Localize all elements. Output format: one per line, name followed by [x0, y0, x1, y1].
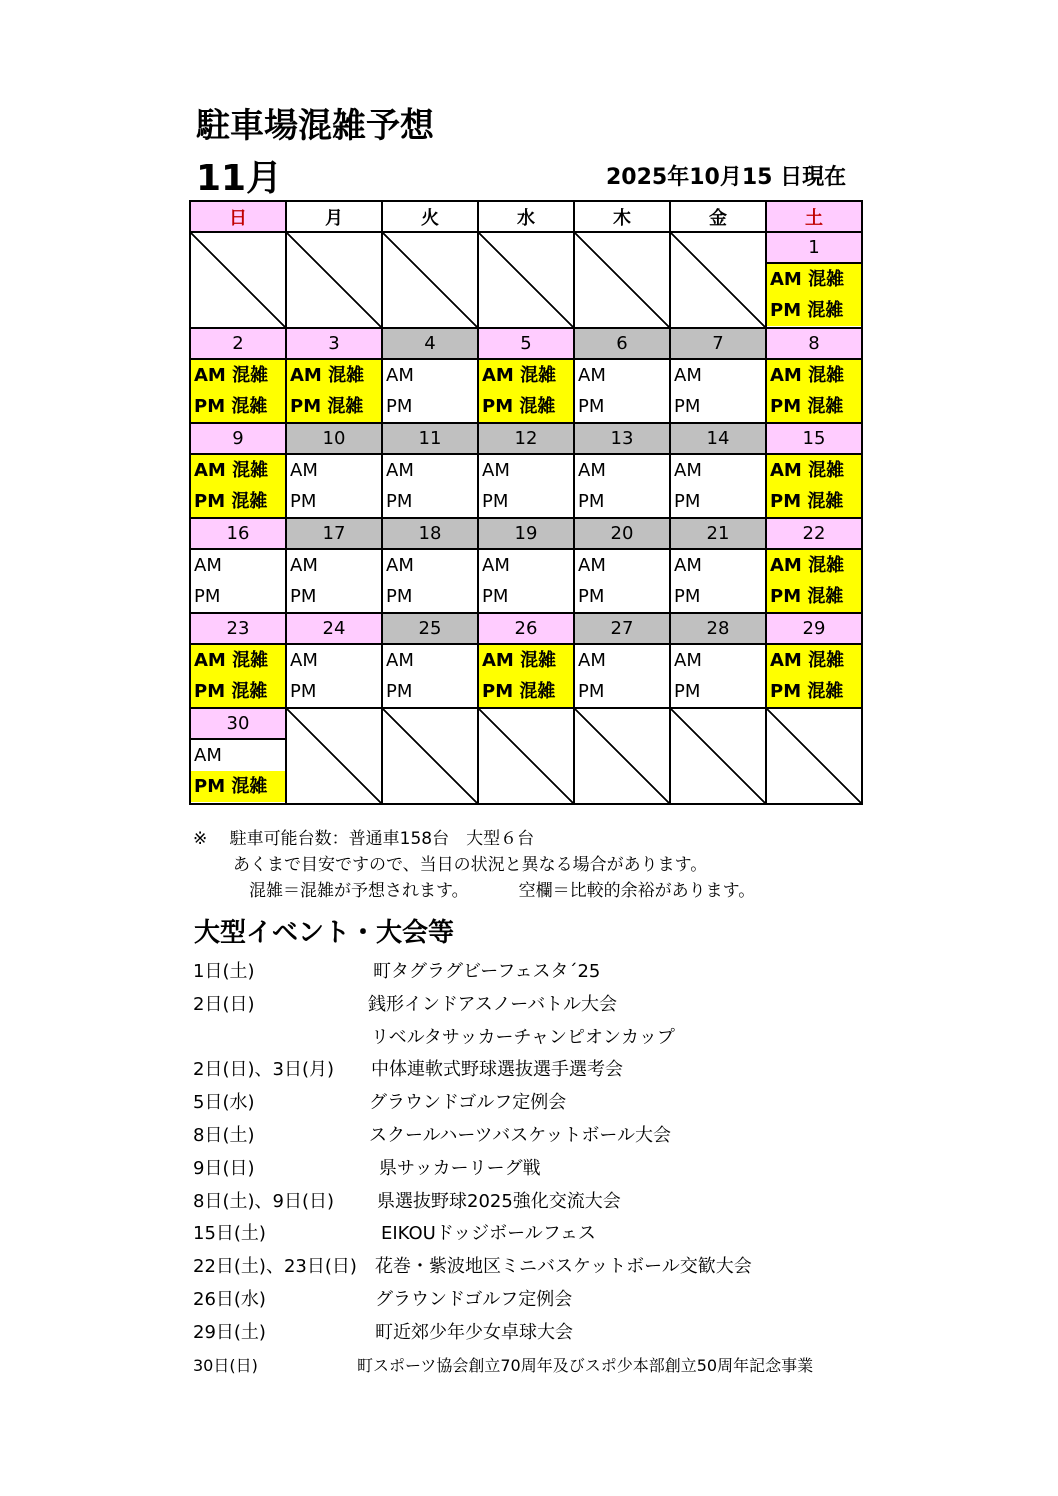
empty-day-cell	[670, 708, 766, 804]
empty-day-cell	[286, 232, 382, 328]
notes	[193, 826, 755, 904]
pm-status: PM 混雑	[767, 391, 861, 422]
day-status-cell	[190, 454, 286, 518]
am-status: AM 混雑	[767, 264, 861, 295]
empty-day-cell	[478, 708, 574, 804]
note-legend-busy: 混雑＝混雑が予想されます。	[249, 881, 469, 901]
day-status-cell	[574, 549, 670, 613]
weekday-header: 土	[766, 201, 862, 232]
event-name: 町近郊少年少女卓球大会	[375, 1321, 573, 1343]
am-status: AM	[575, 550, 669, 581]
pm-status: PM 混雑	[191, 391, 285, 422]
pm-status: PM	[287, 581, 381, 612]
day-number: 28	[670, 613, 766, 644]
day-number: 14	[670, 423, 766, 454]
am-status: AM	[287, 645, 381, 676]
event-name: リベルタサッカーチャンピオンカップ	[371, 1026, 675, 1048]
day-status-cell	[766, 454, 862, 518]
am-status: AM 混雑	[767, 550, 861, 581]
event-date: 2日(日)	[193, 993, 255, 1015]
empty-day-cell	[190, 232, 286, 328]
am-status: AM 混雑	[287, 360, 381, 391]
pm-status: PM	[575, 581, 669, 612]
day-status-cell	[670, 454, 766, 518]
am-status: AM	[671, 550, 765, 581]
am-status: AM	[479, 550, 573, 581]
event-name: グラウンドゴルフ定例会	[375, 1288, 573, 1310]
event-name: 花巻・紫波地区ミニバスケットボール交歓大会	[375, 1256, 752, 1278]
day-status-cell	[286, 549, 382, 613]
day-status-cell	[190, 739, 286, 804]
weekday-header: 金	[670, 201, 766, 232]
pm-status: PM	[671, 581, 765, 612]
page-title: 駐車場混雑予想	[196, 106, 434, 146]
day-number: 10	[286, 423, 382, 454]
am-status: AM	[671, 360, 765, 391]
day-number: 13	[574, 423, 670, 454]
empty-day-cell	[574, 708, 670, 804]
day-number: 24	[286, 613, 382, 644]
event-name: 町スポーツ協会創立70周年及びスポ少本部創立50周年記念事業	[357, 1355, 814, 1375]
event-date: 30日(日)	[193, 1355, 258, 1375]
pm-status: PM	[383, 581, 477, 612]
day-status-cell	[766, 263, 862, 328]
note-disclaimer: あくまで目安ですので、当日の状況と異なる場合があります。	[233, 855, 708, 875]
event-date: 9日(日)	[193, 1157, 255, 1179]
day-number: 9	[190, 423, 286, 454]
am-status: AM	[191, 550, 285, 581]
am-status: AM 混雑	[767, 360, 861, 391]
pm-status: PM	[575, 486, 669, 517]
day-status-cell	[478, 359, 574, 423]
am-status: AM	[383, 550, 477, 581]
pm-status: PM 混雑	[479, 391, 573, 422]
note-capacity: ※ 駐車可能台数：普通車158台 大型６台	[193, 829, 535, 849]
am-status: AM	[383, 645, 477, 676]
day-status-cell	[286, 454, 382, 518]
pm-status: PM	[479, 581, 573, 612]
am-status: AM	[287, 550, 381, 581]
day-status-cell	[478, 549, 574, 613]
note-legend-free: 空欄＝比較的余裕があります。	[518, 881, 756, 901]
pm-status: PM 混雑	[191, 676, 285, 707]
day-status-cell	[478, 644, 574, 708]
event-date: 5日(水)	[193, 1092, 255, 1114]
empty-day-cell	[286, 708, 382, 804]
am-status: AM 混雑	[479, 645, 573, 676]
day-status-cell	[286, 359, 382, 423]
am-status: AM	[287, 455, 381, 486]
day-status-cell	[286, 644, 382, 708]
am-status: AM	[575, 645, 669, 676]
pm-status: PM 混雑	[287, 391, 381, 422]
am-status: AM	[479, 455, 573, 486]
pm-status: PM 混雑	[767, 295, 861, 326]
weekday-header: 日	[190, 201, 286, 232]
day-status-cell	[190, 644, 286, 708]
am-status: AM 混雑	[191, 360, 285, 391]
weekday-header: 水	[478, 201, 574, 232]
day-number: 17	[286, 518, 382, 549]
am-status: AM	[671, 455, 765, 486]
day-status-cell	[382, 454, 478, 518]
day-status-cell	[574, 454, 670, 518]
day-status-cell	[574, 644, 670, 708]
event-date: 29日(土)	[193, 1321, 266, 1343]
day-status-cell	[670, 644, 766, 708]
pm-status: PM 混雑	[767, 486, 861, 517]
day-number: 21	[670, 518, 766, 549]
pm-status: PM	[287, 486, 381, 517]
am-status: AM	[575, 455, 669, 486]
event-name: EIKOUドッジボールフェス	[381, 1223, 596, 1245]
day-number: 8	[766, 328, 862, 359]
day-number: 20	[574, 518, 670, 549]
pm-status: PM	[671, 486, 765, 517]
day-status-cell	[766, 644, 862, 708]
day-status-cell	[766, 359, 862, 423]
pm-status: PM 混雑	[191, 771, 285, 802]
am-status: AM	[575, 360, 669, 391]
am-status: AM 混雑	[767, 455, 861, 486]
day-number: 4	[382, 328, 478, 359]
day-number: 15	[766, 423, 862, 454]
pm-status: PM	[575, 391, 669, 422]
am-status: AM 混雑	[479, 360, 573, 391]
day-number: 26	[478, 613, 574, 644]
pm-status: PM	[479, 486, 573, 517]
empty-day-cell	[574, 232, 670, 328]
day-number: 30	[190, 708, 286, 739]
event-name: 中体連軟式野球選抜選手選考会	[371, 1059, 623, 1081]
event-date: 8日(土)、9日(日)	[193, 1190, 334, 1212]
day-status-cell	[190, 549, 286, 613]
day-number: 25	[382, 613, 478, 644]
day-status-cell	[574, 359, 670, 423]
pm-status: PM	[383, 676, 477, 707]
pm-status: PM	[671, 676, 765, 707]
note-legend	[193, 878, 755, 904]
am-status: AM	[191, 740, 285, 771]
pm-status: PM	[191, 581, 285, 612]
day-number: 18	[382, 518, 478, 549]
day-number: 23	[190, 613, 286, 644]
empty-day-cell	[766, 708, 862, 804]
event-date: 15日(土)	[193, 1223, 266, 1245]
am-status: AM	[383, 455, 477, 486]
event-date: 8日(土)	[193, 1124, 255, 1146]
pm-status: PM	[671, 391, 765, 422]
day-number: 27	[574, 613, 670, 644]
event-name: 銭形インドアスノーバトル大会	[368, 993, 617, 1015]
event-name: グラウンドゴルフ定例会	[369, 1092, 567, 1114]
event-name: 町タグラグビーフェスタ´25	[373, 961, 601, 982]
empty-day-cell	[670, 232, 766, 328]
event-date: 1日(土)	[193, 961, 255, 982]
pm-status: PM 混雑	[767, 676, 861, 707]
day-number: 12	[478, 423, 574, 454]
am-status: AM 混雑	[767, 645, 861, 676]
month-label: 11月	[196, 158, 283, 199]
am-status: AM	[671, 645, 765, 676]
day-number: 22	[766, 518, 862, 549]
event-name: 県選抜野球2025強化交流大会	[377, 1190, 621, 1212]
as-of-date: 2025年10月15 日現在	[606, 165, 847, 190]
pm-status: PM 混雑	[479, 676, 573, 707]
day-status-cell	[670, 549, 766, 613]
events-heading: 大型イベント・大会等	[194, 918, 455, 948]
day-number: 1	[766, 232, 862, 263]
day-status-cell	[670, 359, 766, 423]
day-number: 19	[478, 518, 574, 549]
weekday-header: 月	[286, 201, 382, 232]
day-status-cell	[478, 454, 574, 518]
day-status-cell	[190, 359, 286, 423]
empty-day-cell	[382, 708, 478, 804]
empty-day-cell	[478, 232, 574, 328]
pm-status: PM	[287, 676, 381, 707]
day-number: 29	[766, 613, 862, 644]
pm-status: PM	[383, 486, 477, 517]
day-number: 2	[190, 328, 286, 359]
event-name: スクールハーツバスケットボール大会	[369, 1124, 672, 1146]
day-status-cell	[766, 549, 862, 613]
day-number: 16	[190, 518, 286, 549]
day-number: 7	[670, 328, 766, 359]
day-status-cell	[382, 644, 478, 708]
event-date: 26日(水)	[193, 1288, 266, 1310]
empty-day-cell	[382, 232, 478, 328]
pm-status: PM 混雑	[191, 486, 285, 517]
day-number: 5	[478, 328, 574, 359]
day-status-cell	[382, 549, 478, 613]
pm-status: PM	[383, 391, 477, 422]
event-name: 県サッカーリーグ戦	[379, 1157, 541, 1179]
am-status: AM	[383, 360, 477, 391]
calendar-table	[189, 200, 863, 805]
event-date: 22日(土)、23日(日)	[193, 1256, 357, 1278]
am-status: AM 混雑	[191, 645, 285, 676]
day-status-cell	[382, 359, 478, 423]
am-status: AM 混雑	[191, 455, 285, 486]
day-number: 3	[286, 328, 382, 359]
day-number: 6	[574, 328, 670, 359]
weekday-header: 火	[382, 201, 478, 232]
day-number: 11	[382, 423, 478, 454]
pm-status: PM	[575, 676, 669, 707]
weekday-header: 木	[574, 201, 670, 232]
pm-status: PM 混雑	[767, 581, 861, 612]
event-date: 2日(日)、3日(月)	[193, 1059, 334, 1081]
